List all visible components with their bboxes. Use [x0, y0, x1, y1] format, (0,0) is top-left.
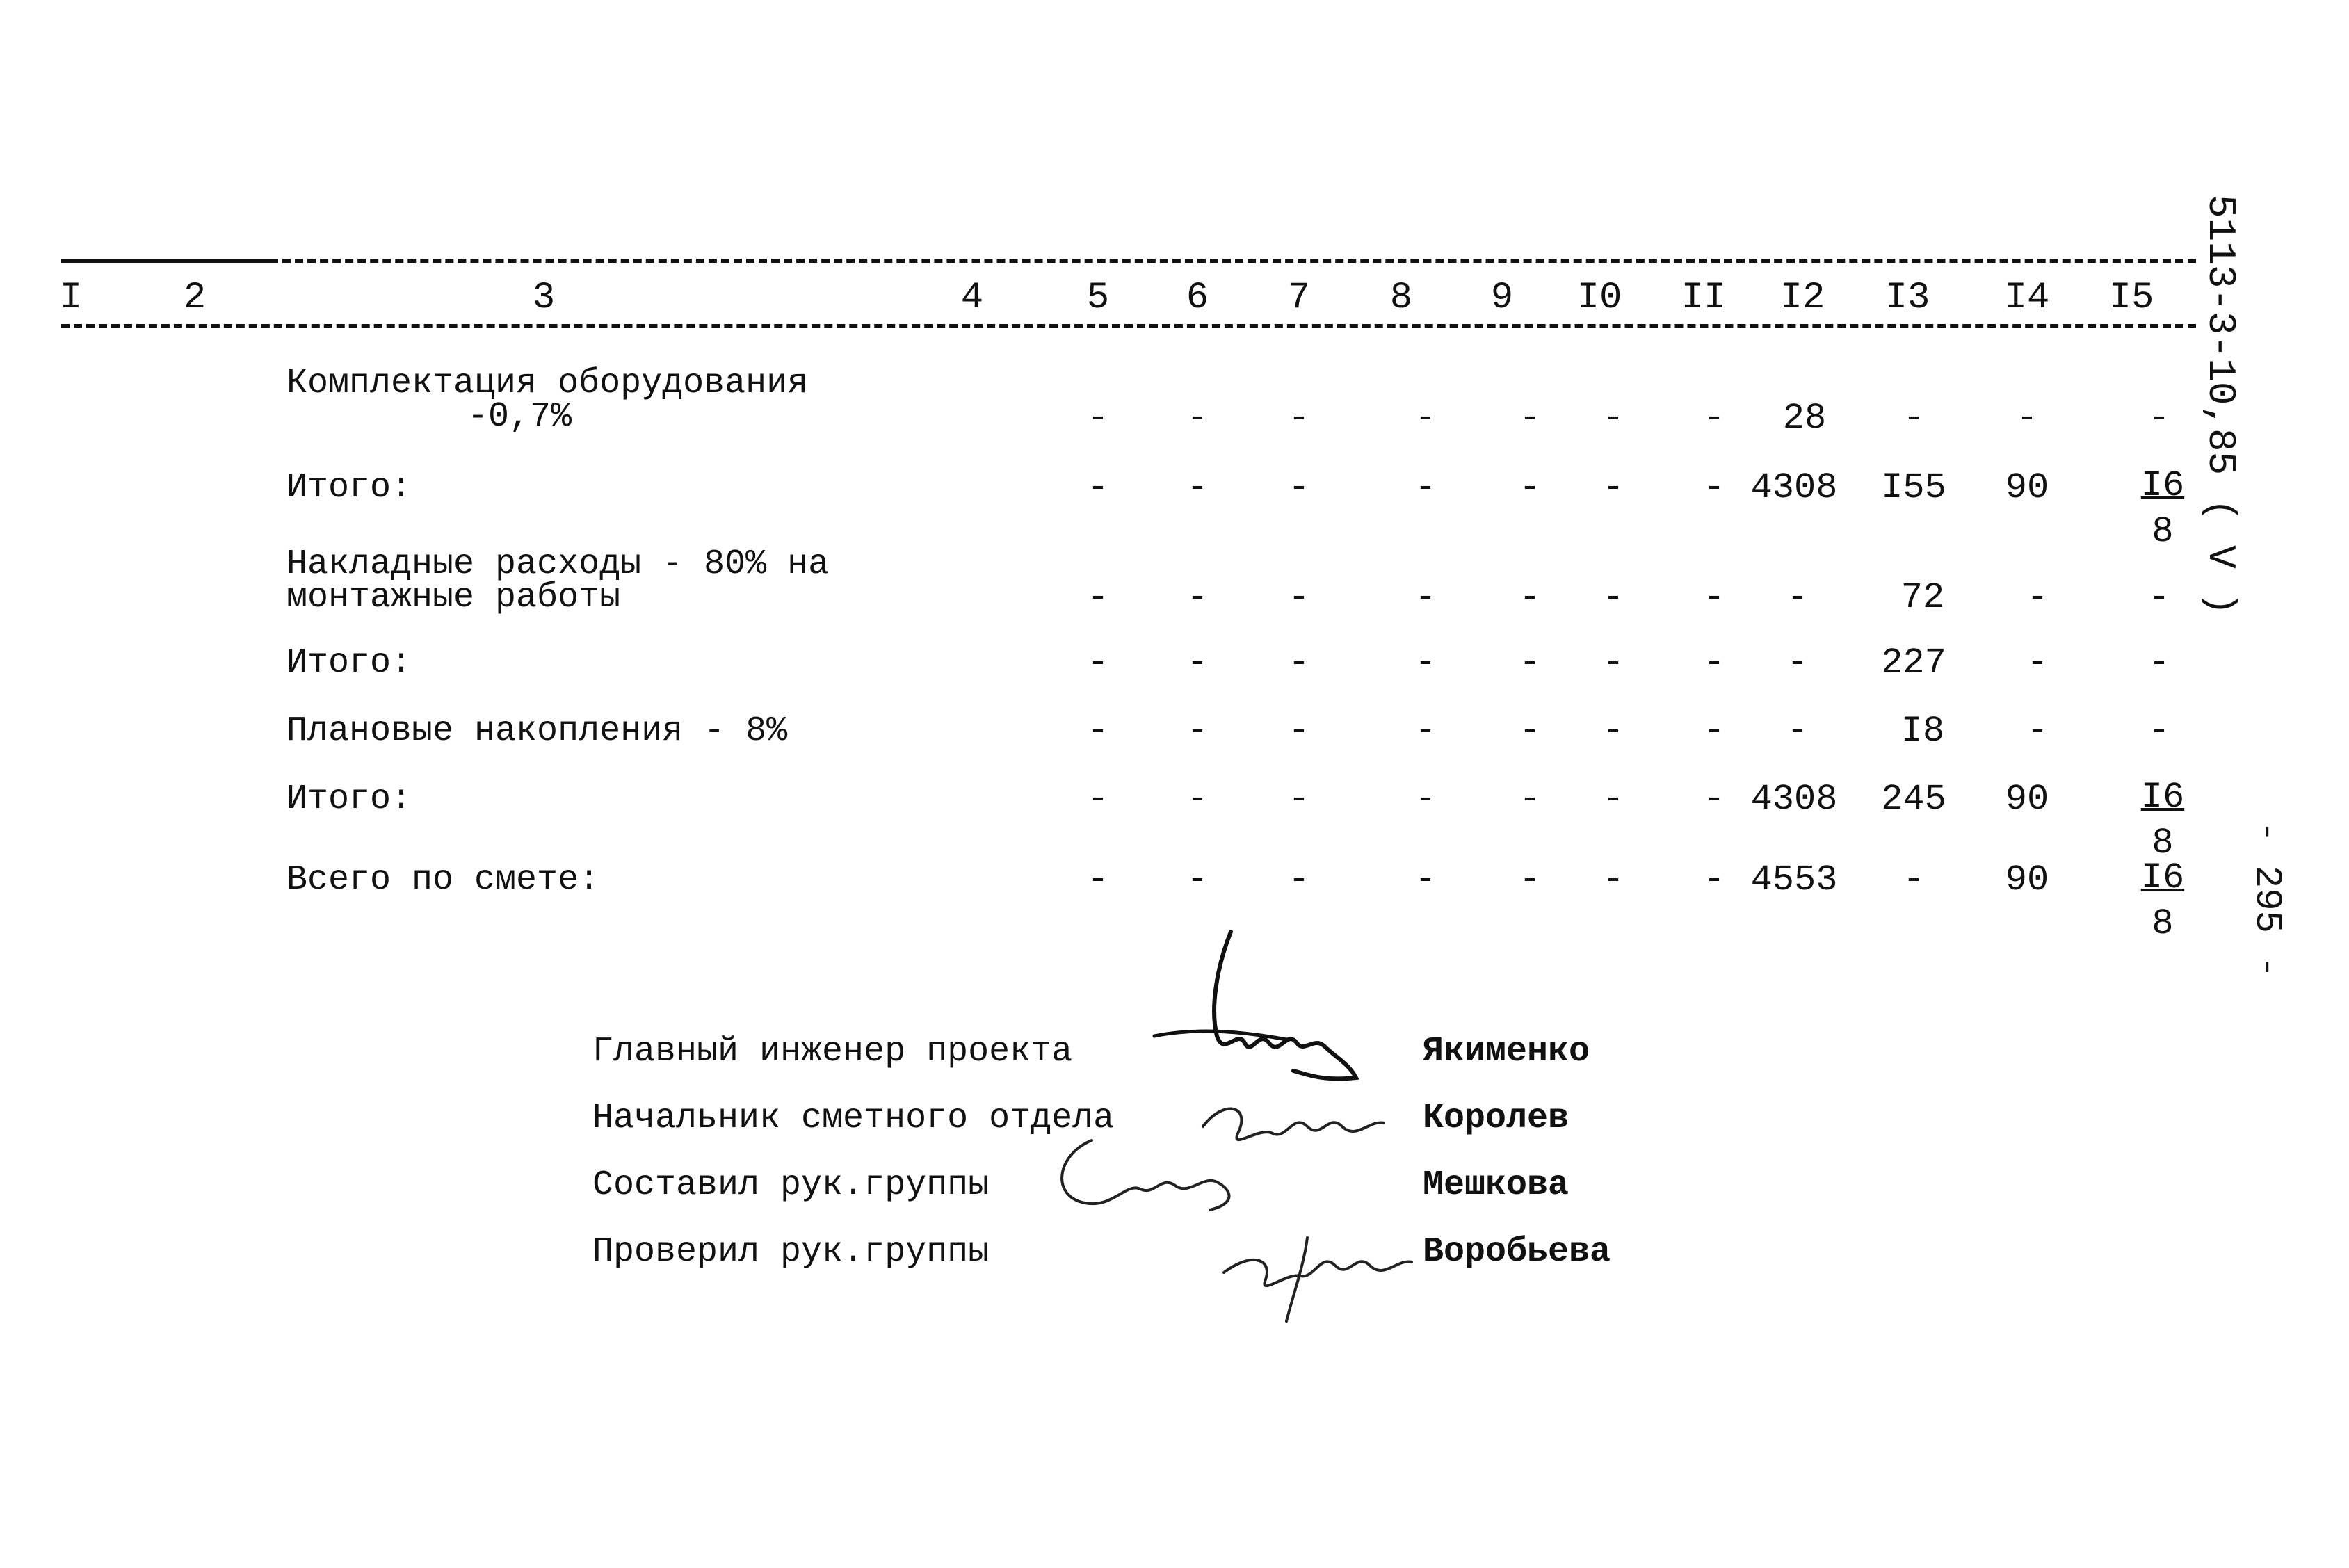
cell-c15: - [2148, 642, 2170, 684]
fraction-denominator: 8 [2152, 903, 2174, 944]
cell-c15-fraction [2121, 775, 2204, 866]
cell-c9: - [1519, 577, 1541, 618]
cell-c15: - [2148, 577, 2170, 618]
cell-c13: I55 [1881, 467, 1946, 508]
column-number-9: 9 [1490, 277, 1514, 319]
cell-c6: - [1186, 779, 1209, 820]
cell-c12: 4553 [1750, 859, 1838, 900]
cell-c15-fraction [2121, 463, 2204, 555]
cell-c7: - [1288, 467, 1310, 508]
cell-c6: - [1186, 711, 1209, 752]
cell-c7: - [1288, 711, 1310, 752]
handwritten-signature-1 [1147, 925, 1384, 1092]
cell-c14: 90 [2005, 467, 2049, 508]
cell-c9: - [1519, 711, 1541, 752]
cell-c5: - [1087, 577, 1109, 618]
cell-c7: - [1288, 577, 1310, 618]
column-number-11: II [1681, 277, 1727, 319]
cell-c14: - [2026, 642, 2049, 684]
cell-c6: - [1186, 859, 1209, 900]
document-code: 5113-3-10,85 ( V ) [2198, 195, 2243, 615]
cell-c11: - [1703, 398, 1725, 439]
column-number-3: 3 [532, 277, 556, 319]
cell-c9: - [1519, 398, 1541, 439]
cell-c11: - [1703, 642, 1725, 684]
column-number-5: 5 [1086, 277, 1110, 319]
row-label: Комплектация оборудования [286, 364, 809, 403]
column-number-7: 7 [1287, 277, 1311, 319]
cell-c5: - [1087, 642, 1109, 684]
row-label: Итого: [286, 779, 412, 819]
header-top-solid-rule [61, 259, 270, 263]
cell-c14: - [2026, 711, 2049, 752]
cell-c10: - [1602, 779, 1624, 820]
cell-c13: I8 [1900, 711, 1945, 752]
cell-c13: - [1903, 859, 1925, 900]
cell-c10: - [1602, 398, 1624, 439]
cell-c14: 90 [2005, 779, 2049, 820]
cell-c10: - [1602, 711, 1624, 752]
signature-name: Якименко [1423, 1032, 1590, 1072]
cell-c11: - [1703, 467, 1725, 508]
cell-c6: - [1186, 577, 1209, 618]
column-number-8: 8 [1389, 277, 1413, 319]
cell-c13: 245 [1881, 779, 1946, 820]
cell-c8: - [1414, 642, 1437, 684]
row-label-continued: -0,7% [467, 397, 572, 437]
cell-c9: - [1519, 779, 1541, 820]
cell-c5: - [1087, 779, 1109, 820]
fraction-denominator: 8 [2152, 511, 2174, 552]
signature-name: Королев [1423, 1099, 1569, 1138]
cell-c10: - [1602, 642, 1624, 684]
cell-c15-fraction [2121, 855, 2204, 947]
cell-c8: - [1414, 398, 1437, 439]
cell-c8: - [1414, 711, 1437, 752]
cell-c12: - [1786, 577, 1809, 618]
cell-c13: - [1903, 398, 1925, 439]
header-top-rule [270, 259, 2196, 263]
cell-c10: - [1602, 859, 1624, 900]
row-label: Итого: [286, 468, 412, 508]
cell-c6: - [1186, 642, 1209, 684]
cell-c15: - [2148, 398, 2170, 439]
cell-c6: - [1186, 398, 1209, 439]
cell-c13: 72 [1900, 577, 1945, 618]
cell-c11: - [1703, 711, 1725, 752]
cell-c10: - [1602, 577, 1624, 618]
cell-c5: - [1087, 398, 1109, 439]
cell-c14: 90 [2005, 859, 2049, 900]
fraction-numerator: I6 [2140, 857, 2185, 898]
cell-c5: - [1087, 859, 1109, 900]
column-number-1: I [59, 277, 83, 319]
cell-c12: - [1786, 711, 1809, 752]
column-number-4: 4 [960, 277, 984, 319]
cell-c9: - [1519, 467, 1541, 508]
column-number-10: I0 [1576, 277, 1622, 319]
cell-c5: - [1087, 711, 1109, 752]
page-number: - 295 - [2245, 821, 2288, 978]
cell-c14: - [2026, 577, 2049, 618]
cell-c11: - [1703, 859, 1725, 900]
cell-c13: 227 [1881, 642, 1946, 684]
cell-c12: - [1786, 642, 1809, 684]
cell-c6: - [1186, 467, 1209, 508]
signature-role: Проверил рук.группы [592, 1232, 990, 1272]
signature-role: Составил рук.группы [592, 1165, 990, 1205]
cell-c12: 28 [1782, 398, 1827, 439]
fraction-numerator: I6 [2140, 465, 2185, 506]
header-bottom-rule [61, 324, 2196, 328]
cell-c7: - [1288, 642, 1310, 684]
handwritten-signature-3 [1043, 1126, 1252, 1217]
cell-c12: 4308 [1750, 779, 1838, 820]
handwritten-signature-4 [1210, 1210, 1432, 1328]
cell-c8: - [1414, 779, 1437, 820]
signature-name: Мешкова [1423, 1165, 1569, 1205]
row-label: Накладные расходы - 80% на [286, 544, 830, 584]
cell-c7: - [1288, 859, 1310, 900]
cell-c5: - [1087, 467, 1109, 508]
column-number-15: I5 [2108, 277, 2154, 319]
cell-c15: - [2148, 711, 2170, 752]
column-number-6: 6 [1186, 277, 1209, 319]
signature-role: Начальник сметного отдела [592, 1099, 1115, 1138]
column-number-2: 2 [183, 277, 207, 319]
cell-c8: - [1414, 859, 1437, 900]
column-number-14: I4 [2004, 277, 2050, 319]
row-label-continued: монтажные работы [286, 578, 621, 617]
row-label: Плановые накопления - 8% [286, 711, 788, 751]
signature-name: Воробьева [1423, 1232, 1611, 1272]
row-label: Итого: [286, 643, 412, 683]
cell-c11: - [1703, 577, 1725, 618]
cell-c9: - [1519, 642, 1541, 684]
cell-c8: - [1414, 467, 1437, 508]
cell-c7: - [1288, 398, 1310, 439]
signature-role: Главный инженер проекта [592, 1032, 1073, 1072]
cell-c8: - [1414, 577, 1437, 618]
cell-c9: - [1519, 859, 1541, 900]
cell-c10: - [1602, 467, 1624, 508]
cell-c14: - [2016, 398, 2038, 439]
cell-c7: - [1288, 779, 1310, 820]
column-number-12: I2 [1779, 277, 1825, 319]
fraction-numerator: I6 [2140, 777, 2185, 818]
fraction-denominator: 8 [2152, 823, 2174, 864]
row-label: Всего по смете: [286, 860, 600, 900]
cell-c12: 4308 [1750, 467, 1838, 508]
cell-c11: - [1703, 779, 1725, 820]
column-number-13: I3 [1884, 277, 1930, 319]
